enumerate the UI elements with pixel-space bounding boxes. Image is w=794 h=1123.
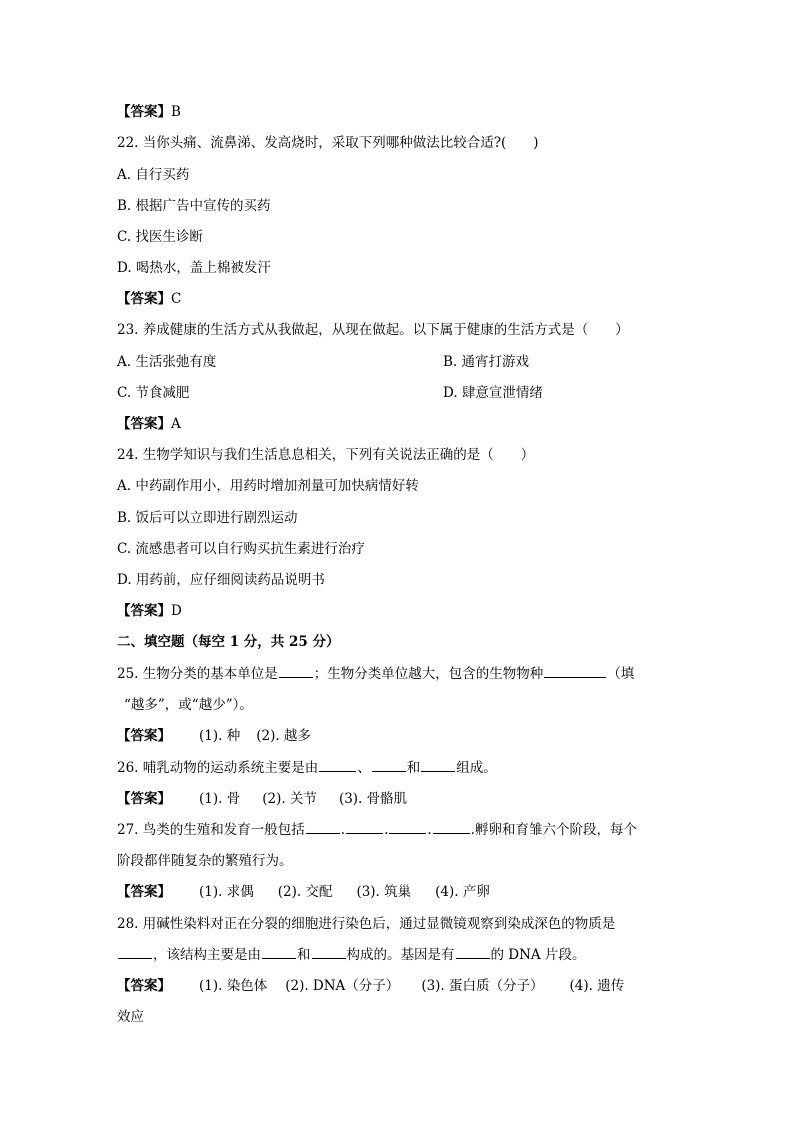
q23-option-d: D. 肆意宣泄情绪	[443, 385, 543, 401]
answer-label: 【答案】	[117, 884, 171, 900]
answer-value: (1). 种	[199, 728, 241, 744]
q22-option-b: B. 根据广告中宣传的买药	[117, 198, 271, 214]
answer-label: 【答案】	[117, 291, 171, 307]
q28-stem-e: 的 DNA 片段。	[490, 947, 586, 963]
q24-option-a: A. 中药副作用小，用药时增加剂量可加快病情好转	[117, 478, 419, 494]
q28-stem-d: 构成的。基因是有	[346, 947, 455, 963]
answer-value: (3). 筑巢	[356, 884, 412, 900]
q25-stem-a: 25. 生物分类的基本单位是	[117, 666, 278, 682]
answer-value: A	[171, 416, 181, 432]
fill-blank	[279, 665, 313, 678]
q27-dot: .	[384, 822, 389, 838]
q26-sep1: 、	[357, 760, 371, 776]
section-title: 二、填空题（每空 1 分，共 25 分）	[117, 634, 340, 650]
q22-answer	[117, 290, 181, 308]
q23-option-c: C. 节食减肥	[117, 385, 190, 401]
q24-answer	[117, 602, 182, 620]
answer-label: 【答案】	[117, 791, 171, 807]
fill-blank	[544, 665, 606, 678]
fill-blank	[456, 946, 490, 959]
q22-option-c: C. 找医生诊断	[117, 229, 203, 245]
q27-stem-line2: 阶段都伴随复杂的繁殖行为。	[117, 853, 293, 869]
answer-label: 【答案】	[117, 978, 171, 994]
q28-answer	[117, 977, 624, 995]
q28-stem-line1: 28. 用碱性染料对正在分裂的细胞进行染色后，通过显微镜观察到染成深色的物质是	[117, 916, 616, 932]
answer-value: (4). 产卵	[435, 884, 490, 900]
q27-stem-end: .孵卵和育雏六个阶段，每个	[470, 822, 637, 838]
answer-label: 【答案】	[117, 728, 171, 744]
answer-label: 【答案】	[117, 104, 171, 120]
q24-stem: 24. 生物学知识与我们生活息息相关，下列有关说法正确的是（ ）	[117, 447, 535, 463]
q27-answer	[117, 883, 490, 901]
q28-answer-wrap: 效应	[117, 1009, 144, 1025]
q25-stem-line2: “越多”，或“越少”）。	[124, 697, 253, 713]
answer-value: (2). 交配	[277, 884, 333, 900]
q25-stem	[117, 665, 634, 683]
q26-stem-end: 组成。	[456, 760, 497, 776]
q25-stem-b: ；生物分类单位越大，包含的生物物种	[313, 666, 544, 682]
answer-value: (1). 染色体	[199, 978, 268, 994]
answer-value: (1). 骨	[199, 791, 241, 807]
q22-option-d: D. 喝热水，盖上棉被发汗	[117, 260, 271, 276]
answer-value: D	[171, 603, 182, 619]
fill-blank	[372, 759, 406, 772]
fill-blank	[262, 946, 296, 959]
q23-stem: 23. 养成健康的生活方式从我做起，从现在做起。以下属于健康的生活方式是（ ）	[117, 322, 629, 338]
answer-value: (2). 越多	[256, 728, 311, 744]
q22-option-a: A. 自行买药	[117, 167, 190, 183]
answer-value: (2). DNA（分子）	[285, 978, 400, 994]
answer-label: 【答案】	[117, 603, 171, 619]
answer-value: C	[171, 291, 182, 307]
q21-answer	[117, 103, 181, 121]
answer-value: (2). 关节	[262, 791, 317, 807]
fill-blank	[118, 946, 152, 959]
q26-sep2: 和	[406, 760, 421, 776]
q22-stem: 22. 当你头痛、流鼻涕、发高烧时，采取下列哪种做法比较合适?( )	[117, 135, 539, 151]
fill-blank	[306, 821, 340, 834]
answer-label: 【答案】	[117, 416, 171, 432]
q23-option-b: B. 通宵打游戏	[443, 354, 530, 370]
q28-stem-c: 和	[297, 947, 311, 963]
q27-stem	[117, 821, 637, 839]
answer-value: (4). 遗传	[569, 978, 625, 994]
q26-stem-a: 26. 哺乳动物的运动系统主要是由	[117, 760, 319, 776]
q27-dot: .	[340, 822, 346, 838]
fill-blank	[312, 946, 346, 959]
q24-option-b: B. 饭后可以立即进行剧烈运动	[117, 510, 298, 526]
q28-stem-b: ，该结构主要是由	[153, 947, 261, 963]
answer-value: (3). 蛋白质（分子）	[421, 978, 544, 994]
q26-stem	[117, 759, 497, 777]
answer-value: (1). 求偶	[199, 884, 254, 900]
q25-stem-c: （填	[607, 666, 635, 682]
q23-answer	[117, 415, 181, 433]
q27-stem-a: 27. 鸟类的生殖和发育一般包括	[117, 822, 305, 838]
q24-option-c: C. 流感患者可以自行购买抗生素进行治疗	[117, 541, 365, 557]
q23-option-a: A. 生活张弛有度	[117, 354, 217, 370]
q24-option-d: D. 用药前，应仔细阅读药品说明书	[117, 572, 325, 588]
answer-value: (3). 骨骼肌	[338, 791, 408, 807]
fill-blank	[433, 821, 470, 834]
q28-stem-line2	[117, 946, 585, 964]
fill-blank	[319, 759, 356, 772]
q27-dot: .	[427, 822, 432, 838]
fill-blank	[346, 821, 383, 834]
answer-value: B	[171, 104, 181, 120]
q25-answer	[117, 727, 311, 745]
q26-answer	[117, 790, 407, 808]
fill-blank	[421, 759, 455, 772]
fill-blank	[389, 821, 426, 834]
